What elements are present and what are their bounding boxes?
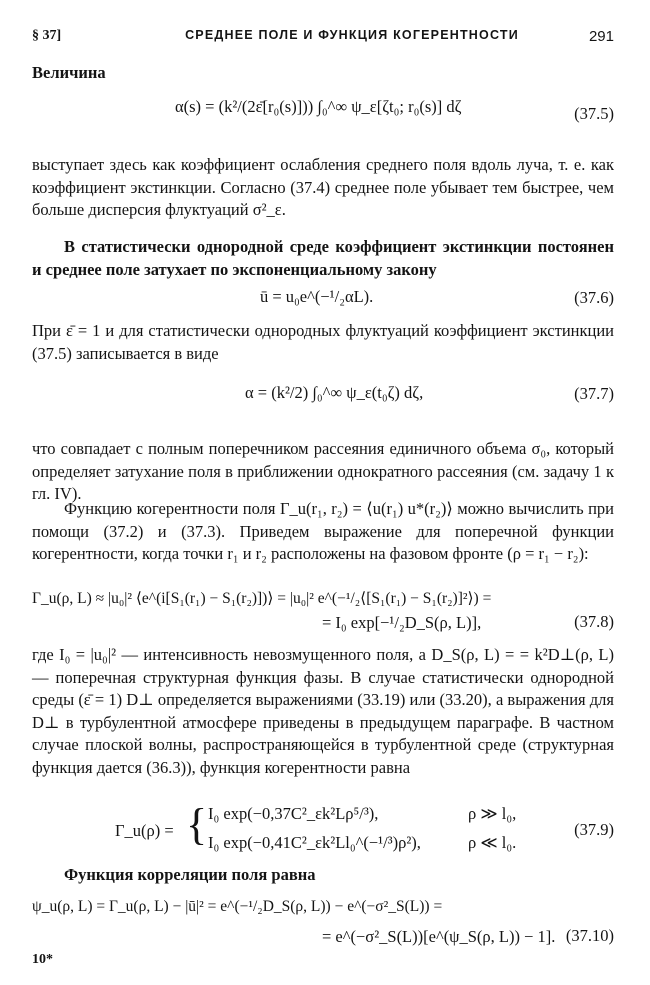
- paragraph-2: [32, 236, 614, 281]
- signature-mark: 10*: [32, 952, 53, 967]
- equation-37-10-line-2: = e^(−σ²_S(L))[e^(ψ_S(ρ, L)) − 1].: [322, 927, 556, 946]
- intro-word: Величина: [32, 63, 106, 82]
- section-marker: § 37]: [32, 28, 62, 43]
- equation-37-7: α = (k²/2) ∫₀^∞ ψ_ε(t₀ζ) dζ,: [245, 383, 424, 402]
- page-number: 291: [588, 28, 614, 45]
- equation-37-5: α(s) = (k²/(2ε̄[r₀(s)])) ∫₀^∞ ψ_ε[ζt₀; r₀(s)] dζ: [175, 97, 462, 116]
- paragraph-7: [32, 864, 614, 887]
- paragraph-1: [32, 154, 614, 222]
- paragraph-6-text: где I₀ = |u₀|² — интенсивность невозмущенного поля, а D_S(ρ, L) = = k²D⊥(ρ, L) — поперечная структурная функция фазы. В случае статистически однородной среды (ε̄ = 1) D⊥ определяется выражениями (33.19) или (33.20), а выражения для D⊥ в турбулентной атмосфере приведены в предыдущем параграфе. В частном случае плоской волны, распространяющейся в турбулентной среде (структурная функция дается (36.3)), функция когерентности равна: [32, 645, 614, 777]
- paragraph-2-text: В статистически однородной среде коэффициент экстинкции постоянен и среднее поле затухает по экспоненциальному закону: [32, 237, 614, 279]
- equation-37-9-condition-1: ρ ≫ l₀,: [468, 804, 517, 823]
- equation-37-9-condition-2: ρ ≪ l₀.: [468, 833, 517, 852]
- paragraph-4-text: что совпадает с полным поперечником рассеяния единичного объема σ₀, который определяет затухание поля в приближении однократного рассеяния (см. задачу 1 к гл. IV).: [32, 439, 614, 503]
- equation-37-8-line-2: = I₀ exp[−¹/₂D_S(ρ, L)],: [322, 613, 482, 632]
- paragraph-1-text: выступает здесь как коэффициент ослабления среднего поля вдоль луча, т. е. как коэффициент экстинкции. Согласно (37.4) среднее поле убывает тем быстрее, чем больше дисперсия флуктуаций σ²_ε.: [32, 155, 614, 219]
- paragraph-5: [32, 498, 614, 566]
- equation-37-8-line-1: Γ_u(ρ, L) ≈ |u₀|² ⟨e^(i[S₁(r₁) − S₁(r₂)])⟩ = |u₀|² e^(−¹/₂⟨[S₁(r₁) − S₁(r₂)]²⟩) =: [32, 590, 492, 607]
- equation-number-37-6: (37.6): [574, 288, 614, 307]
- equation-37-6: ū = u₀e^(−¹/₂αL).: [260, 287, 374, 306]
- paragraph-6: [32, 644, 614, 779]
- running-title: СРЕДНЕЕ ПОЛЕ И ФУНКЦИЯ КОГЕРЕНТНОСТИ: [185, 28, 519, 42]
- equation-37-9-lhs: Γ_u(ρ) =: [115, 821, 174, 840]
- equation-37-9-case-2: I₀ exp(−0,41C²_εk²Ll₀^(−¹/³)ρ²),: [208, 833, 421, 852]
- paragraph-5-text: Функцию когерентности поля Γ_u(r₁, r₂) = ⟨u(r₁) u*(r₂)⟩ можно вычислить при помощи (37.2) и (37.3). Приведем выражение для поперечной функции когерентности, когда точки r₁ и r₂ расположены на фазовом фронте (ρ = r₁ − r₂):: [32, 499, 614, 563]
- equation-number-37-7: (37.7): [574, 384, 614, 403]
- equation-37-10-line-1: ψ_u(ρ, L) = Γ_u(ρ, L) − |ū|² = e^(−¹/₂D_S(ρ, L)) − e^(−σ²_S(L)) =: [32, 898, 443, 915]
- running-header: [32, 28, 614, 50]
- equation-number-37-10: (37.10): [565, 926, 614, 945]
- equation-number-37-8: (37.8): [574, 612, 614, 631]
- paragraph-7-text: Функция корреляции поля равна: [64, 865, 316, 884]
- paragraph-3-text: При ε̄ = 1 и для статистически однородных флуктуаций коэффициент экстинкции (37.5) записывается в виде: [32, 321, 614, 363]
- intro-word-block: [32, 62, 614, 85]
- paragraph-4: [32, 438, 614, 506]
- equation-number-37-5: (37.5): [574, 104, 614, 123]
- equation-37-9-brace: {: [186, 800, 208, 849]
- equation-number-37-9: (37.9): [574, 820, 614, 839]
- equation-37-9-case-1: I₀ exp(−0,37C²_εk²Lρ⁵/³),: [208, 804, 379, 823]
- paragraph-3: [32, 320, 614, 365]
